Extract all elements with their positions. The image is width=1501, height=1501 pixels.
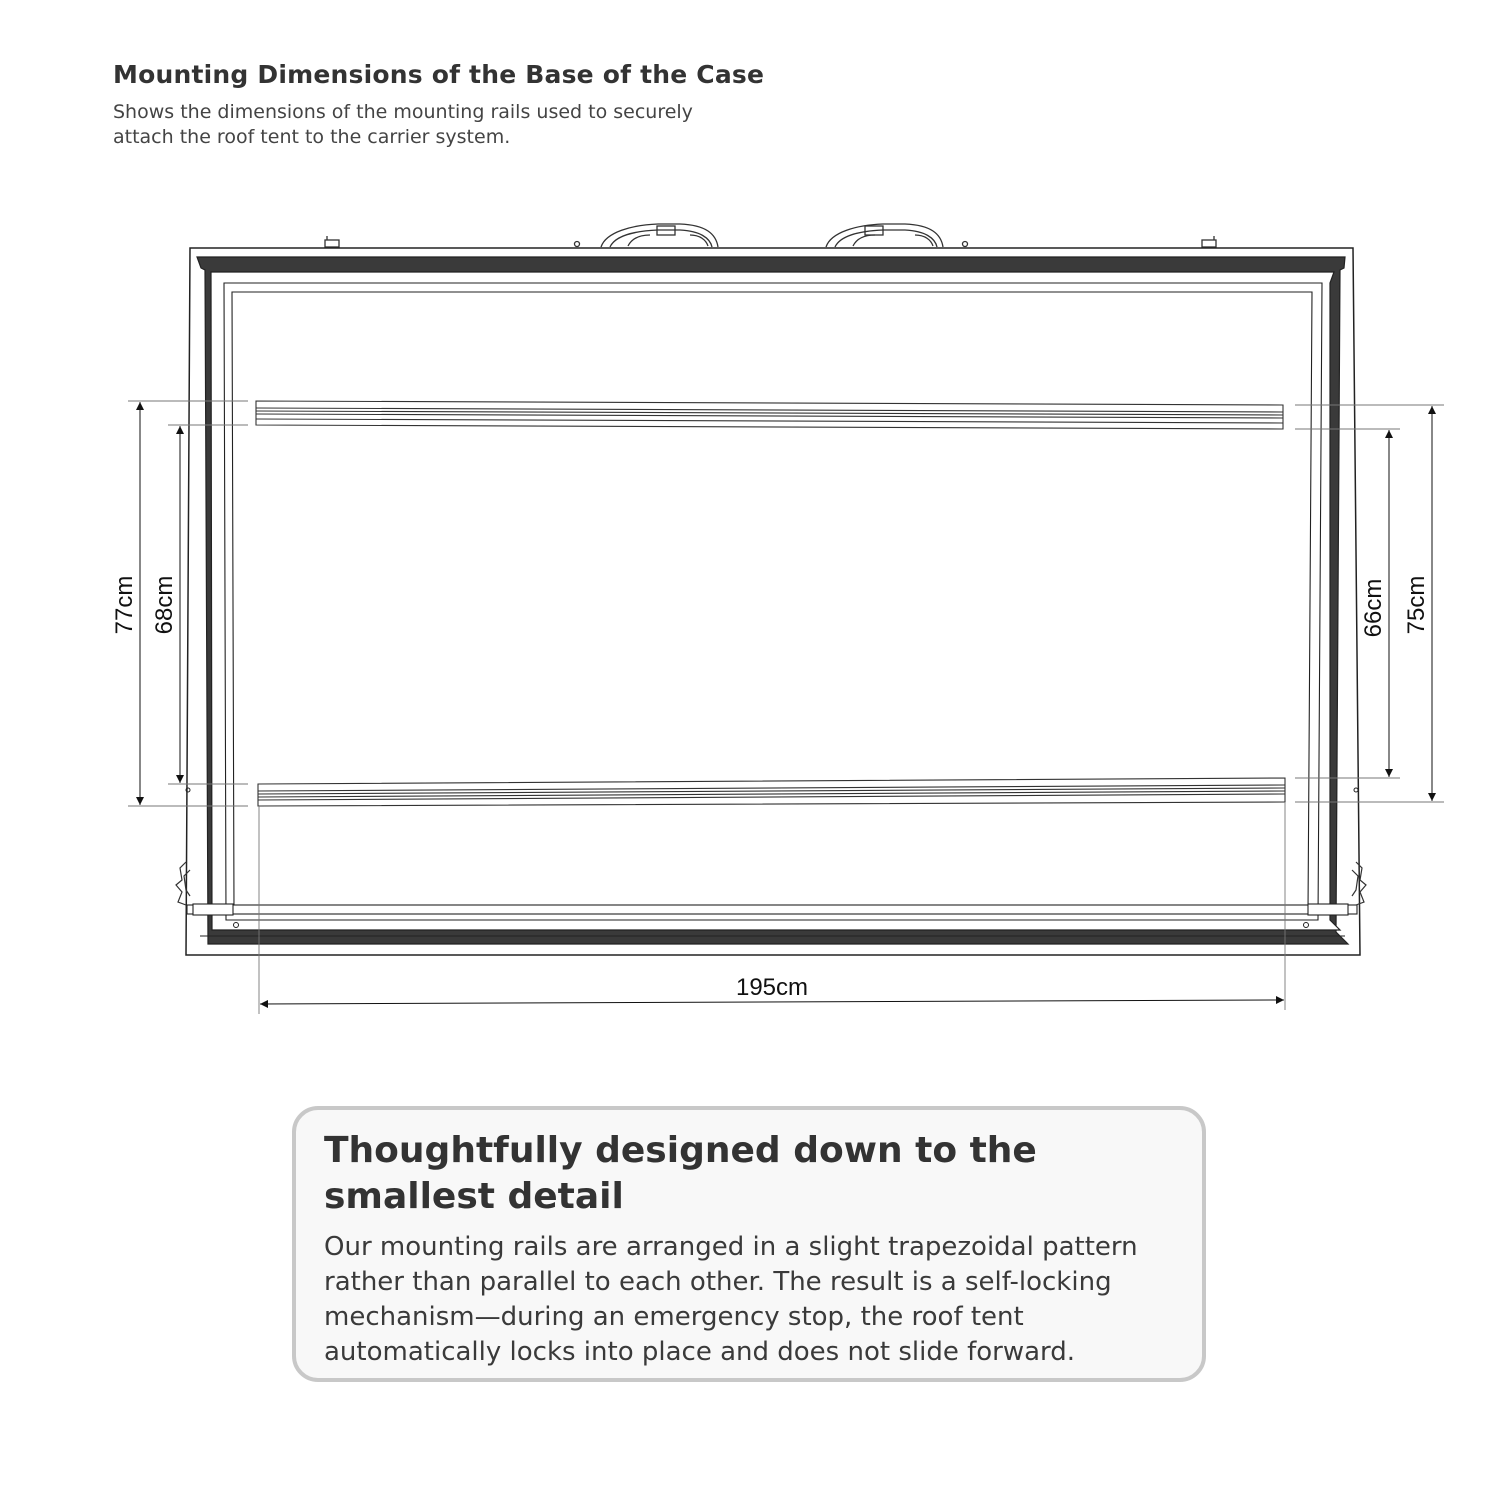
page-title: Mounting Dimensions of the Base of the Case — [113, 60, 765, 89]
label-bottom-width: 195cm — [735, 974, 809, 1001]
label-right-outer: 75cm — [1403, 575, 1430, 635]
handle-left — [601, 224, 718, 247]
label-left-outer: 77cm — [111, 575, 138, 635]
label-right-inner: 66cm — [1360, 578, 1387, 638]
handle-right — [826, 224, 943, 247]
info-card-body: Our mounting rails are arranged in a slight trapezoidal pattern rather than parallel to each other. The result is a self-locking mechanism—during an emergency stop, the roof tent automatically locks into place and does not slide forward. — [324, 1232, 1138, 1367]
page-subtitle: Shows the dimensions of the mounting rails used to securely attach the roof tent to the carrier system. — [113, 101, 693, 148]
info-card — [292, 1106, 1206, 1382]
top-fittings — [325, 224, 1216, 247]
case-frame — [186, 248, 1360, 955]
info-card-title: Thoughtfully designed down to the smallest detail — [324, 1130, 1037, 1217]
label-left-inner: 68cm — [151, 575, 178, 635]
